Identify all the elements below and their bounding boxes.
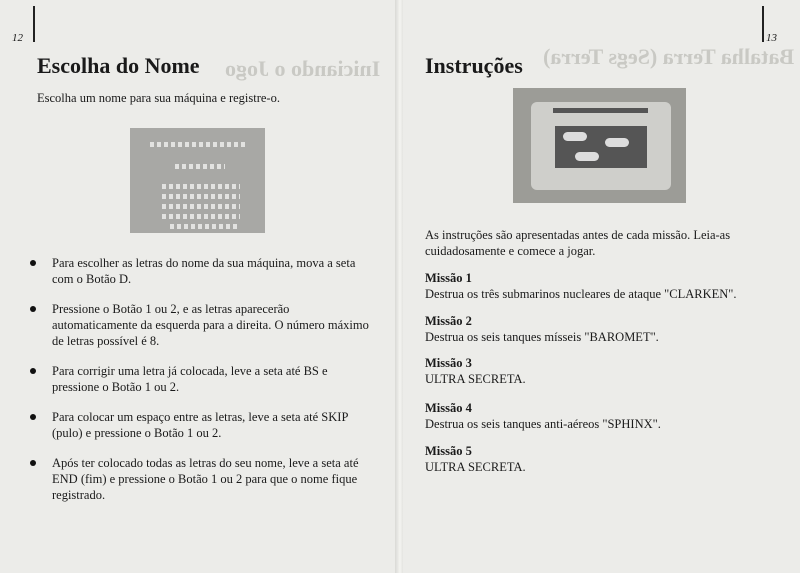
- instructions-intro: As instruções são apresentadas antes de cada missão. Leia-as cuidadosamente e comece a jogar.: [425, 228, 731, 258]
- page-rule: [762, 6, 764, 42]
- right-page: [403, 0, 800, 573]
- mission-block: [425, 313, 775, 345]
- list-item: Para corrigir uma letra já colocada, leve a seta até BS e pressione o Botão 1 ou 2.: [30, 363, 375, 395]
- mission-heading: Missão 5: [425, 444, 472, 458]
- list-item: Para escolher as letras do nome da sua máquina, mova a seta com o Botão D.: [30, 255, 375, 287]
- mission-block: [425, 355, 775, 387]
- intro-text: Escolha um nome para sua máquina e registre-o.: [37, 91, 280, 105]
- mission-text: Destrua os seis tanques anti-aéreos "SPHINX".: [425, 417, 661, 431]
- mission-block: [425, 270, 775, 302]
- mission-heading: Missão 1: [425, 271, 472, 285]
- instruction-list: [30, 255, 375, 517]
- mission-heading: Missão 2: [425, 314, 472, 328]
- name-entry-screenshot: [130, 128, 265, 233]
- bleed-through-title: Iniciando o Jogo: [225, 56, 381, 81]
- mission-text: Destrua os seis tanques mísseis "BAROMET".: [425, 330, 659, 344]
- left-page: [0, 0, 397, 573]
- bullet-icon: [30, 414, 36, 420]
- list-item: Para colocar um espaço entre as letras, leve a seta até SKIP (pulo) e pressione o Botão 1 ou 2.: [30, 409, 375, 441]
- mission-heading: Missão 3: [425, 356, 472, 370]
- mission-text: Destrua os três submarinos nucleares de ataque "CLARKEN".: [425, 287, 737, 301]
- mission-block: [425, 443, 775, 475]
- mission-block: [425, 400, 775, 432]
- mission-text: ULTRA SECRETA.: [425, 372, 526, 386]
- page-title: Escolha do Nome: [37, 53, 200, 78]
- page-number: 12: [12, 32, 23, 44]
- bullet-icon: [30, 260, 36, 266]
- mission-screenshot: [513, 88, 686, 203]
- bullet-icon: [30, 368, 36, 374]
- mission-text: ULTRA SECRETA.: [425, 460, 526, 474]
- list-item: Após ter colocado todas as letras do seu nome, leve a seta até END (fim) e pressione o Botão 1 ou 2 para que o nome fique registrado.: [30, 455, 375, 503]
- bullet-icon: [30, 460, 36, 466]
- bleed-through-title: Batalha Terra (Segs Terra): [543, 44, 795, 69]
- mission-heading: Missão 4: [425, 401, 472, 415]
- list-item: Pressione o Botão 1 ou 2, e as letras aparecerão automaticamente da esquerda para a direita. O número máximo de letras possível é 8.: [30, 301, 375, 349]
- page-title: Instruções: [425, 53, 523, 78]
- page-rule: [33, 6, 35, 42]
- page-number: 13: [766, 32, 777, 44]
- bullet-icon: [30, 306, 36, 312]
